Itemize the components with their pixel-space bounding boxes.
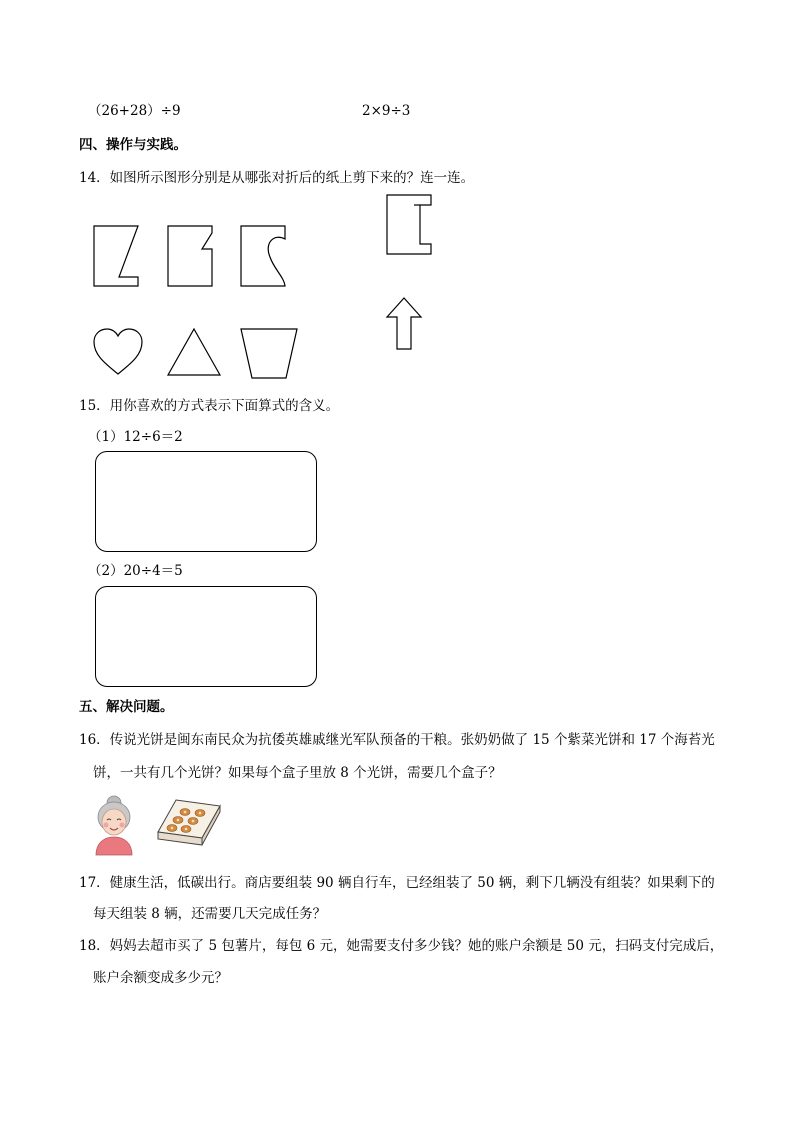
question-16-line-1: 16．传说光饼是闽东南民众为抗倭英雄戚继光军队预备的干粮。张奶奶做了 15 个紫菜光饼和 17 个海苔光 [79,732,715,748]
trapezoid-shape [240,328,298,380]
tray-of-guangbing [156,798,222,848]
question-16-line-2: 饼，一共有几个光饼？如果每个盒子里放 8 个光饼，需要几个盒子？ [93,765,502,781]
answer-box-2[interactable] [95,586,317,687]
question-18-line-1: 18．妈妈去超市买了 5 包薯片，每包 6 元，她需要支付多少钱？她的账户余额是 50 元，扫码支付完成后， [79,938,724,954]
half-shape-z [93,225,139,287]
heart-shape [93,328,143,376]
expression-right: 2×9÷3 [362,103,411,119]
question-17-line-1: 17．健康生活，低碳出行。商店要组装 90 辆自行车，已经组装了 50 辆，剩下几辆没有组装？如果剩下的 [79,875,715,891]
half-shape-curve [240,225,286,287]
question-14-text: 14．如图所示图形分别是从哪张对折后的纸上剪下来的？连一连。 [79,170,475,186]
section-5-heading: 五、解决问题。 [79,699,174,715]
folded-paper-shape [386,194,432,256]
question-15-text: 15．用你喜欢的方式表示下面算式的含义。 [79,398,340,414]
half-shape-notch [167,225,213,287]
question-18-line-2: 账户余额变成多少元？ [93,970,228,986]
expression-left: （26+28）÷9 [88,103,181,119]
arrow-shape [386,297,422,351]
question-15-part-2: （2）20÷4＝5 [88,563,183,579]
section-4-heading: 四、操作与实践。 [79,137,187,153]
question-15-part-1: （1）12÷6＝2 [88,429,183,445]
triangle-shape [167,328,221,376]
grandma-illustration [92,793,136,855]
question-17-line-2: 每天组装 8 辆，还需要几天完成任务？ [93,906,327,922]
answer-box-1[interactable] [95,451,317,552]
